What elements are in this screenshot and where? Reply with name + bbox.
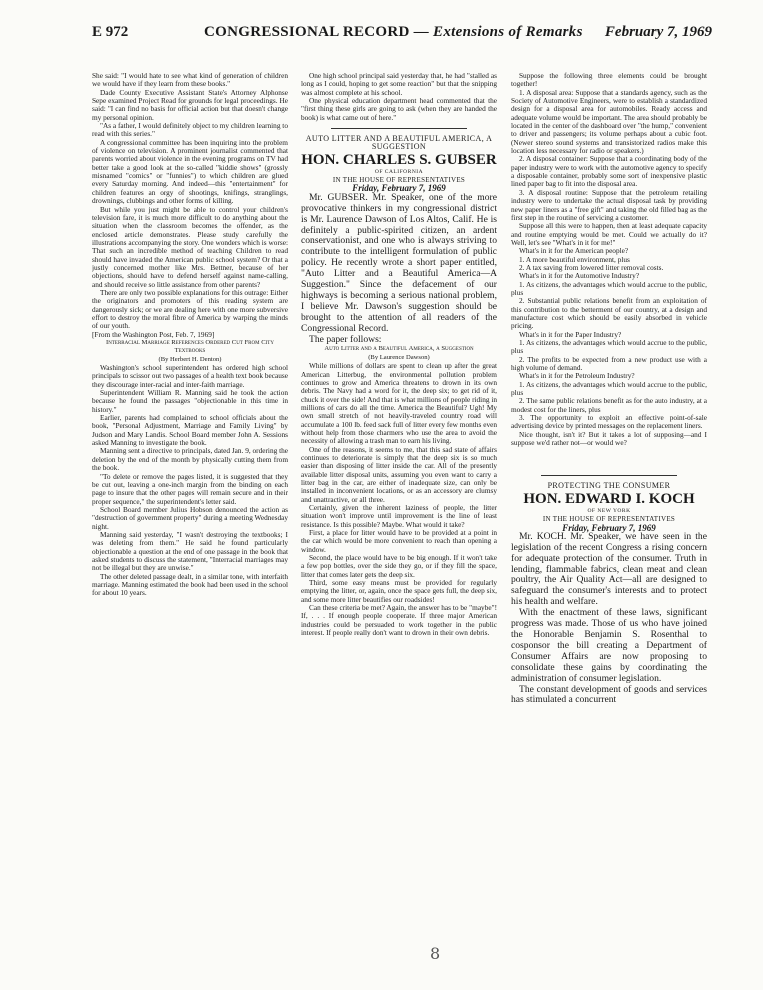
paragraph: What's in it for the Automotive Industry? [519, 271, 640, 281]
paragraph: 1. As citizens, the advantages which would accrue to the public, plus [511, 338, 707, 356]
paragraph: 1. As citizens, the advantages which would accrue to the public, plus [511, 279, 707, 297]
paragraph: Third, some easy means must be provided for regularly emptying the litter, or, again, once the space gets full, the deep six, and some more litter beautifies our roadsides! [301, 578, 497, 604]
paragraph: Can these criteria be met? Again, the answer has to be "maybe"! If, . . . If enough people cooperate. If three major American industries could be persuaded to work together in the public interest. If people really don't want to drown in their own debris. [301, 603, 497, 638]
speaker-state: OF CALIFORNIA [374, 168, 424, 175]
paragraph: With the enactment of these laws, significant progress was made. Those of us who have joined the Honorable Benjamin S. Rosenthal to cosponsor the bill creating a Department of Consumer Affairs are now proposing to consolidate these gains by coordinating the administration of consumer legislation. [511, 607, 707, 684]
paragraph: Mr. GUBSER. Mr. Speaker, one of the more provocative thinkers in my congressional district is Mr. Laurence Dawson of Los Altos, Calif. He is definitely a public-spirited citizen, an ardent conservationist, and one who is always striving to contribute to the intelligent formulation of public policy. He recently wrote a short paper entitled, "Auto Litter and a Beautiful America—A Suggestion." Since the defacement of our highways is becoming a serious national problem, I believe Mr. Dawson's suggestion should be brought to the attention of all readers of the Congressional Record. [301, 191, 497, 334]
section-divider [331, 128, 467, 129]
paragraph: Nice thought, isn't it? But it takes a lot of supposing—and I suppose we'd rather not—or would we? [511, 429, 707, 448]
column-left [92, 72, 288, 972]
column-middle [301, 72, 497, 972]
page-header [92, 24, 712, 46]
paragraph: One physical education department head commented that the "first thing these girls are going to ask (when they are handed the book) is what came out of here." [301, 96, 497, 122]
paragraph: The other deleted passage dealt, in a similar tone, with interfaith marriage. Manning estimated the book had been used in the school for about 10 years. [92, 571, 288, 598]
paragraph: 2. Substantial public relations benefit from an exploitation of this contribution to the betterment of our country, at a design and manufacture cost which should be easily absorbed in vehicle pricing. [511, 296, 707, 331]
header-date: February 7, 1969 [604, 24, 712, 40]
house-line: IN THE HOUSE OF REPRESENTATIVES [542, 515, 676, 524]
paragraph: Suppose the following three elements could be brought together! [511, 72, 707, 89]
paragraph: What's in it for the American people? [519, 246, 629, 256]
article-headline: Interracial Marriage References Ordered Cut From City Textbooks [106, 339, 274, 355]
speaker-name: HON. EDWARD I. KOCH [523, 490, 695, 507]
paragraph: 1. As citizens, the advantages which would accrue to the public, plus [511, 379, 707, 398]
paragraph: 3. A disposal routine: Suppose that the petroleum retailing industry were to undertake the actual disposal task by providing new paper liners as a "free gift" and taking the old filled bag as the first step in the routine of servicing a customer. [511, 187, 707, 222]
paragraph: Earlier, parents had complained to school officials about the book, "Personal Adjustment, Marriage and Family Living" by Judson and Mary Landis. School Board member John A. Sessions asked Manning to investigate the book. [92, 413, 288, 448]
paragraph: But while you just might be able to control your children's television fare, it is much more difficult to do anything about the situation when the classroom becomes the offender, as the enclosed article demonstrates. Please study carefully the illustrations accompanying the story. One wonders which is worse: That such an incredible method of teaching Children to read should have invaded the American public school system? Or that a justly concerned mother like Mrs. Bettner, because of her objections, should have to defend herself against name-calling, and should receive so little assistance from other parents? [92, 204, 288, 289]
paragraph: One high school principal said yesterday that, he had "stalled as long as I could, hoping to get some reaction" but that the snipping was almost complete at his school. [301, 72, 497, 97]
paragraph: She said: "I would hate to see what kind of generation of children we would have if they learn from these books." [92, 72, 288, 89]
paragraph: Manning sent a directive to principals, dated Jan. 9, ordering the deletion by the end of the month by physically cutting them from the book. [92, 446, 288, 473]
paragraph: School Board member Julius Hobson denounced the action as "destruction of government property" during a meeting Wednesday night. [92, 504, 288, 531]
paragraph: "To delete or remove the pages listed, it is suggested that they be cut out, leaving a one-inch margin from the binding on each page to insure that the other pages will remain secure and in their proper sequence," the superintendent's letter said. [92, 471, 288, 506]
paragraph: 2. The same public relations benefit as for the auto industry, at a modest cost for the liners, plus [511, 396, 707, 414]
paragraph: Manning said yesterday, "I wasn't destroying the textbooks; I was deleting from them." He said he found particularly objectionable a question at the end of one passage in the book that asked students to discuss the statement, "Interracial marriages may not be illegal but they are unwise." [92, 529, 288, 573]
paragraph: Suppose all this were to happen, then at least adequate capacity and routine emptying would be met. Could we actually do it? Well, let's see "What's in it for me!" [511, 221, 707, 247]
paragraph: One of the reasons, it seems to me, that this sad state of affairs continues to deteriorate is simply that the deep six is so much easier than disposing of litter inside the car. All of the presently available litter disposal units, assuming you even want to carry a litter bag in the car, are either of inadequate size, can only be installed in inconvenient locations, or as an accessory are clumsy and unattractive, or all three. [301, 444, 497, 504]
paragraph: 1. A more beautiful environment, plus [519, 254, 630, 264]
paragraph: Certainly, given the inherent laziness of people, the litter situation won't improve until improvement is the line of least resistance. Is this possible? Maybe. What would it take? [301, 503, 497, 529]
page-number: E 972 [92, 24, 129, 40]
paragraph: While millions of dollars are spent to clean up after the great American Litterbug, the environmental pollution problem continues to grow and America threatens to drown in its own debris. The Navy had a word for it, the deep six; to get rid of it, chuck it over the side! And that is what millions of people riding in millions of cars do all the time. America the Beautiful? Ugh! My own small stretch of not heavily-traveled country road will accumulate a 100 lb. feed sack full of litter every few months even without help from those charmers who use the area to avoid the necessity of allowing a trash man to earn his living. [301, 361, 497, 446]
paper-byline: (By Laurence Dawson) [368, 353, 430, 361]
paper-title: Auto Litter and a Beautiful America, a Suggestion [324, 345, 474, 353]
column-right [511, 72, 707, 972]
article-byline: (By Herbert H. Denton) [158, 355, 222, 363]
paragraph: 2. The profits to be expected from a new product use with a high volume of demand. [511, 354, 707, 373]
handwritten-mark: 8 [430, 944, 441, 963]
paragraph: "As a father, I would definitely object to my children learning to read with this series." [92, 121, 288, 139]
speaker-name: HON. CHARLES S. GUBSER [301, 151, 497, 168]
session-date: Friday, February 7, 1969 [352, 183, 446, 194]
paragraph: Mr. KOCH. Mr. Speaker, we have seen in the legislation of the recent Congress a rising concern for adequate protection of the consumer. Truth in lending, flammable fabrics, clean meat and clean poultry, the Air Quality Act—all are designed to safeguard the consumer's interests and to protect his health and welfare. [511, 530, 707, 608]
paragraph: A congressional committee has been inquiring into the problem of violence on television. A prominent journalist commented that parents worried about violence in the evening programs on TV had better take a good look at the so-called "kiddie shows" (grossly misnamed "comics" or "funnies") to which children are glued every Saturday morning. And indeed—this "entertainment" for children features an orgy of shootings, knifings, stranglings, drownings, clubbings and other forms of killing. [92, 137, 288, 206]
house-line: IN THE HOUSE OF REPRESENTATIVES [332, 176, 466, 185]
section-divider [541, 475, 677, 476]
paragraph: Second, the place would have to be big enough. If it won't take a few pop bottles, over the side they go, or if they fill the space, litter that comes later gets the deep six. [301, 553, 497, 579]
publication-title [204, 24, 583, 41]
paragraph: The constant development of goods and services has stimulated a concurrent [511, 683, 707, 706]
paragraph: The paper follows: [309, 333, 382, 345]
paragraph: 2. A tax saving from lowered litter removal costs. [519, 262, 664, 272]
paragraph: Washington's school superintendent has ordered high school principals to scissor out two passages of a health text book because they discourage inter-racial and inter-faith marriage. [92, 363, 288, 389]
paragraph: Dade County Executive Assistant State's Attorney Alphonse Sepe examined Project Read for grounds for legal proceedings. He said: "I can find no basis for official action but that doesn't change my personal opinion. [92, 87, 288, 122]
title-main: CONGRESSIONAL RECORD — [204, 24, 429, 40]
paragraph: 1. A disposal area: Suppose that a standards agency, such as the Society of Automotive Engineers, were to establish a standardized design for a disposal area for automobiles. Ready access and adequate volume would be important. The area should probably be located in the center of the dashboard over "the hump," convenient to driver and passengers; its volume perhaps about a cubic foot. (Newer stereo sound systems and transistorized radios make this location less necessary for radio or speakers.) [511, 87, 707, 156]
speaker-state: OF NEW YORK [587, 507, 631, 514]
article-source: [From the Washington Post, Feb. 7, 1969] [92, 329, 215, 339]
paragraph: What's in it for the Petroleum Industry? [519, 371, 635, 381]
title-section: Extensions of Remarks [433, 24, 583, 40]
paragraph: Superintendent William R. Manning said he took the action because he found the passages "objectionable in this time in history." [92, 388, 288, 414]
section-heading: AUTO LITTER AND A BEAUTIFUL AMERICA, A SUGGESTION [305, 134, 493, 152]
session-date: Friday, February 7, 1969 [562, 522, 656, 533]
paragraph: First, a place for litter would have to be provided at a point in the car which would be more convenient to reach than opening a window. [301, 528, 497, 554]
paragraph: 2. A disposal container: Suppose that a coordinating body of the paper industry were to work with the automotive agency to specify a disposable container, probably some sort of inexpensive plastic lined paper bag to fit into the disposal area. [511, 154, 707, 189]
paragraph: 3. The opportunity to exploit an effective point-of-sale advertising device by printed messages on the replacement liners. [511, 413, 707, 431]
section-heading: PROTECTING THE CONSUMER [547, 481, 671, 491]
paragraph: There are only two possible explanations for this outrage: Either the originators and promoters of this reading system are dangerously sick; or we are dealing here with one more subversive effort to destroy the moral fibre of America by warping the minds of our youth. [92, 287, 288, 331]
paragraph: What's in it for the Paper Industry? [519, 329, 622, 339]
